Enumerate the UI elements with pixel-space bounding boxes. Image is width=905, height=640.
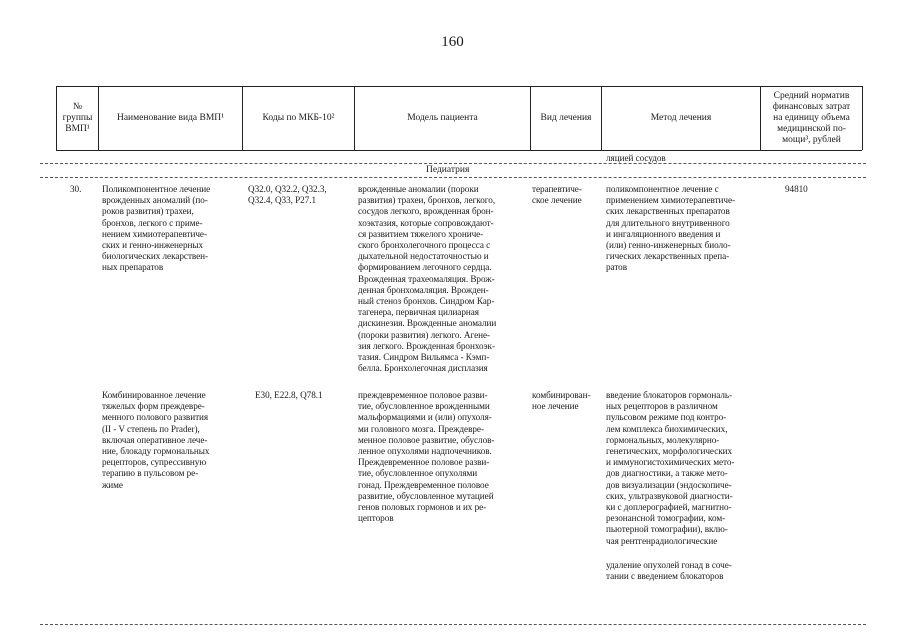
page-break-dash	[40, 163, 866, 164]
header-patient-model: Модель пациента	[407, 112, 478, 123]
row-icd-codes: E30, E22.8, Q78.1	[255, 390, 323, 400]
header-treatment-method: Метод лечения	[650, 112, 712, 123]
row-icd-codes: Q32.0, Q32.2, Q32.3, Q32.4, Q33, P27.1	[248, 184, 327, 206]
header-bottom-rule	[56, 150, 862, 151]
row-patient-model: врожденные аномалии (пороки развития) трахеи, бронхов, легкого, сосудов легкого, врожденная брон- хоэктазия, которые сопровождают- ся развитием тяжелого хрониче- ского бронхолегочного процесса с дыхательной недостаточностью и формированием легочного сердца. Врожденная трахеомаляция. Врож- денная бронхомаляция. Врожден- ный стеноз бронхов. Синдром Кар- тагенера, первичная цилиарная дискинезия. Врожденные аномалии (пороки развития) легкого. Агене- зия легкого. Врожденная бронхоэк- тазия. Синдром Вильямса - Кэмп- белла. Бронхолегочная дисплазия	[358, 184, 497, 374]
header-treatment-type: Вид лечения	[540, 112, 592, 123]
row-cost: 94810	[785, 184, 808, 194]
header-col-divider	[862, 86, 863, 150]
carryover-text: ляцией сосудов	[606, 153, 666, 163]
row-patient-model: преждевременное половое разви- тие, обусловленное врожденными мальформациями и (или) опухоля- ми головного мозга. Преждевре- менное половое развитие, обуслов- ленное опухолями надпочечников. Преждевременное половое разви- тие, обусловленное опухолями гонад. Преждевременное половое развитие, обусловленное мутацией генов половых гормонов и их ре- цепторов	[358, 390, 495, 524]
page-bottom-dash	[40, 624, 866, 625]
row-treatment-type: терапевтиче- ское лечение	[532, 184, 582, 206]
section-dash	[40, 177, 866, 178]
page-number: 160	[441, 34, 464, 50]
row-vmp-name: Поликомпонентное лечение врожденных аномалий (по- роков развития) трахеи, бронхов, легкого с приме- нением химиотерапевтиче- ских и генно-инженерных биологических лекарствен- ных препаратов	[102, 184, 211, 273]
row-treatment-type: комбинирован- ное лечение	[532, 390, 591, 412]
row-vmp-name: Комбинированное лечение тяжелых форм преждевре- менного полового развития (II - V степень по Prader), включая оперативное лече- ние, блокаду гормональных рецепторов, супрессивную терапию в пульсовом ре- жиме	[102, 390, 210, 490]
header-cost-standard: Средний норматив финансовых затрат на единицу объема медицинской по- мощи³, рублей	[772, 90, 851, 145]
header-vmp-name: Наименование вида ВМП¹	[116, 112, 225, 123]
header-icd-codes: Коды по МКБ-10²	[262, 112, 335, 123]
header-group-number: № группы ВМП¹	[62, 101, 93, 134]
section-title: Педиатрия	[426, 165, 470, 175]
row-treatment-method-continued: удаление опухолей гонад в соче- тании с введением блокаторов	[606, 560, 732, 582]
row-treatment-method: поликомпонентное лечение с применением химиотерапевтиче- ских лекарственных препаратов для длительного внутривенного и ингаляционного введения и (или) генно-инженерных биоло- гических лекарственных препа- ратов	[606, 184, 736, 273]
row-group-number: 30.	[70, 184, 82, 194]
row-treatment-method: введение блокаторов гормональ- ных рецепторов в различном пульсовом режиме под контро- лем комплекса биохимических, гормональных, молекулярно- генетических, морфологических и иммуногистохимических мето- дов диагностики, а также мето- дов визуализации (эндоскопиче- ских, ультразвуковой диагности- ки с доплерографией, магнитно- резонансной томографии, ком- пьютерной томографии), вклю- чая рентгенрадиологические	[606, 390, 735, 546]
